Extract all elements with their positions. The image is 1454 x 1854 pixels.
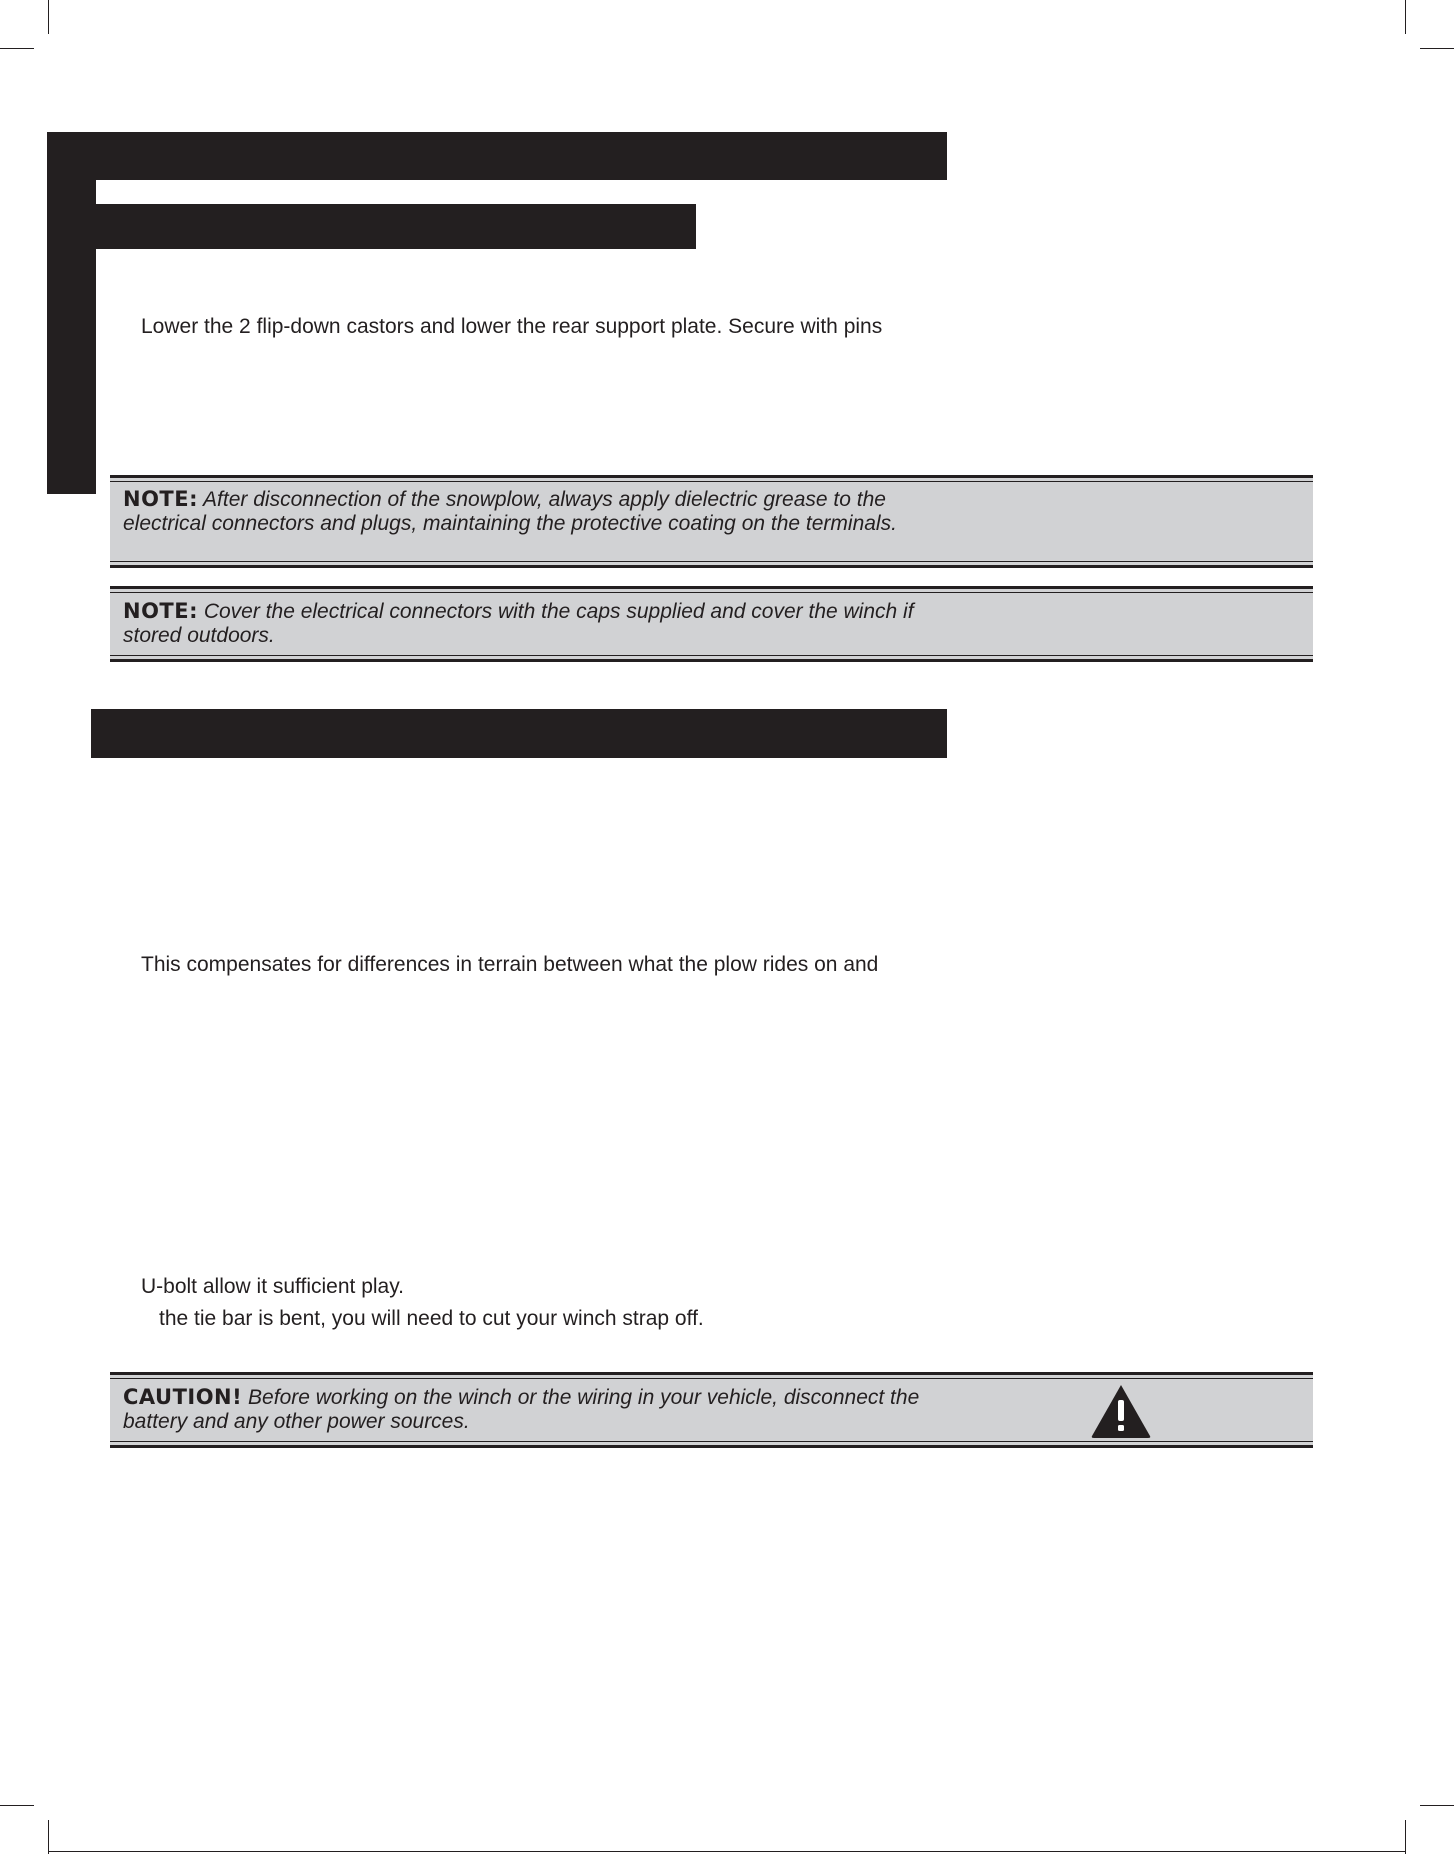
crop-mark — [1420, 48, 1454, 49]
page-bottom-rule — [48, 1851, 1406, 1852]
note-box — [110, 586, 1313, 662]
body-text: This compensates for differences in terrain between what the plow rides on and — [141, 953, 879, 976]
body-text: the tie bar is bent, you will need to cut your winch strap off. — [159, 1307, 704, 1330]
crop-mark — [0, 48, 34, 49]
crop-mark — [1405, 1820, 1406, 1854]
note-box — [110, 475, 1313, 568]
note-body: Cover the electrical connectors with the caps supplied and cover the winch if stored outdoors. — [123, 600, 914, 647]
caution-box — [110, 1372, 1313, 1448]
caution-label: CAUTION! — [123, 1385, 243, 1409]
note-text — [123, 487, 943, 536]
subsection-header-bar — [96, 204, 696, 249]
crop-mark — [1420, 1805, 1454, 1806]
body-text: U-bolt allow it sufficient play. — [141, 1275, 405, 1298]
crop-mark — [48, 1820, 49, 1854]
crop-mark — [1405, 0, 1406, 34]
warning-triangle-icon — [1090, 1383, 1152, 1439]
crop-mark — [48, 0, 49, 34]
caution-body: Before working on the winch or the wiring in your vehicle, disconnect the battery and any other power sources. — [123, 1386, 920, 1433]
note-label: NOTE: — [123, 487, 198, 511]
caution-text — [123, 1385, 943, 1434]
section-header-bar — [91, 709, 947, 758]
body-text: Lower the 2 flip-down castors and lower the rear support plate. Secure with pins — [141, 315, 883, 338]
sidebar-bar — [47, 132, 96, 494]
note-text — [123, 599, 943, 648]
crop-mark — [0, 1805, 34, 1806]
note-body: After disconnection of the snowplow, always apply dielectric grease to the electrical connectors and plugs, maintaining the protective coating on the terminals. — [123, 488, 897, 535]
section-header-bar — [47, 132, 947, 180]
note-label: NOTE: — [123, 599, 198, 623]
